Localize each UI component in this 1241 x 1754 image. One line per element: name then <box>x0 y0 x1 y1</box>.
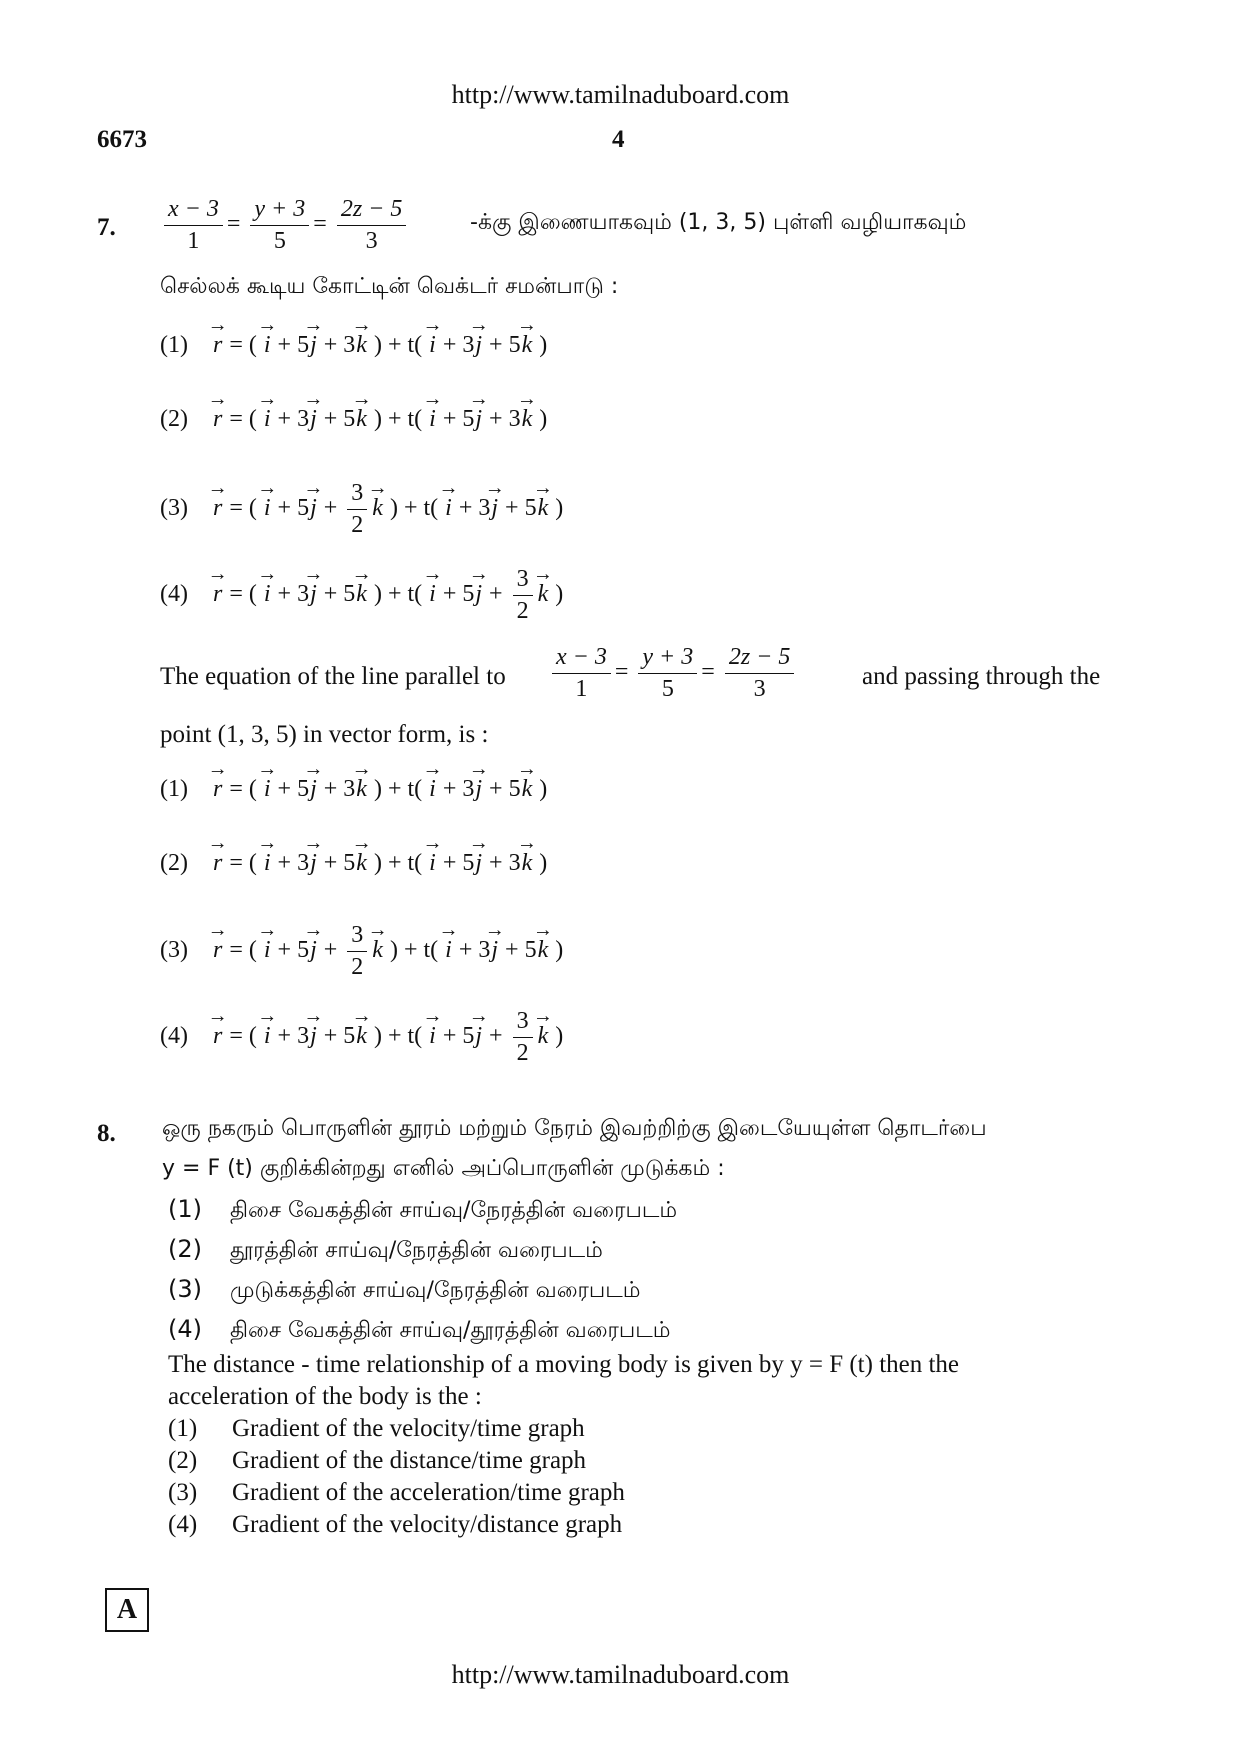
paper-code: 6673 <box>97 126 147 153</box>
q7-english-line-2: point (1, 3, 5) in vector form, is : <box>160 721 489 748</box>
q7-tamil-line-1: -க்கு இணையாகவும் (1, 3, 5) புள்ளி வழியாகவும் <box>470 210 967 235</box>
q8-tamil-line-1: ஒரு நகரும் பொருளின் தூரம் மற்றும் நேரம் இவற்றிற்கு இடையேயுள்ள தொடர்பை <box>162 1116 987 1141</box>
q8-tamil-option-1: (1) திசை வேகத்தின் சாய்வு/நேரத்தின் வரைபடம் <box>168 1195 678 1223</box>
q8-english-option-2: (2) Gradient of the distance/time graph <box>168 1447 587 1474</box>
q7-tamil-equation: $\frac{x - 3}{1}$ = $\frac{y + 3}{5}$ = $\frac{2z - 5}{3}$ <box>160 196 410 255</box>
q8-tamil-option-2: (2) தூரத்தின் சாய்வு/நேரத்தின் வரைபடம் <box>168 1235 603 1263</box>
q7-english-option-3: (3) → r = ( → i + 5→ j + $\frac{3}{2}$ → k ) + t( → i + 3→ j + 5→ k ) <box>160 922 563 981</box>
q8-english-option-3: (3) Gradient of the acceleration/time graph <box>168 1479 625 1506</box>
q7-tamil-line-2: செல்லக் கூடிய கோட்டின் வெக்டர் சமன்பாடு : <box>160 274 619 299</box>
q8-english-line-1: The distance - time relationship of a moving body is given by y = F (t) then the <box>168 1351 960 1378</box>
q7-english-option-1: (1) → r = ( → i + 5→ j + 3→ k ) + t( → i + 3→ j + 5→ k ) <box>160 776 547 803</box>
q8-number: 8. <box>97 1120 116 1147</box>
q8-english-line-2: acceleration of the body is the : <box>168 1383 482 1410</box>
q7-frac-1: $\frac{x - 3}{1}$ <box>164 196 223 255</box>
q7-english-option-4: (4) → r = ( → i + 3→ j + 5→ k ) + t( → i + 5→ j + $\frac{3}{2}$ → k ) <box>160 1008 563 1067</box>
q7-tamil-option-2: (2) → r = ( → i + 3→ j + 5→ k ) + t( → i + 5→ j + 3→ k ) <box>160 406 547 433</box>
page-number: 4 <box>612 126 625 153</box>
q7-english-option-2: (2) → r = ( → i + 3→ j + 5→ k ) + t( → i + 5→ j + 3→ k ) <box>160 850 547 877</box>
q8-tamil-option-4: (4) திசை வேகத்தின் சாய்வு/தூரத்தின் வரைபடம் <box>168 1315 671 1343</box>
q7-number: 7. <box>97 214 116 241</box>
q8-tamil-option-3: (3) முடுக்கத்தின் சாய்வு/நேரத்தின் வரைபடம் <box>168 1275 641 1303</box>
q7-english-prefix: The equation of the line parallel to <box>160 663 506 690</box>
q7-tamil-option-4: (4) → r = ( → i + 3→ j + 5→ k ) + t( → i + 5→ j + $\frac{3}{2}$ → k ) <box>160 566 563 625</box>
q7-english-equation: $\frac{x - 3}{1}$ = $\frac{y + 3}{5}$ = $\frac{2z - 5}{3}$ <box>548 644 798 703</box>
q7-english-suffix: and passing through the <box>862 663 1101 690</box>
q7-tamil-option-1: (1) → r = ( → i + 5→ j + 3→ k ) + t( → i + 3→ j + 5→ k ) <box>160 332 547 359</box>
version-box: A <box>105 1588 149 1632</box>
q7-frac-2: $\frac{y + 3}{5}$ <box>250 196 309 255</box>
q8-tamil-line-2: y = F (t) குறிக்கின்றது எனில் அப்பொருளின் முடுக்கம் : <box>162 1156 725 1181</box>
q7-frac-3: $\frac{2z - 5}{3}$ <box>337 196 407 255</box>
q7-tamil-option-3: (3) → r = ( → i + 5→ j + $\frac{3}{2}$ → k ) + t( → i + 3→ j + 5→ k ) <box>160 480 563 539</box>
q8-english-option-4: (4) Gradient of the velocity/distance graph <box>168 1511 623 1538</box>
q8-english-option-1: (1) Gradient of the velocity/time graph <box>168 1415 585 1442</box>
header-url: http://www.tamilnaduboard.com <box>451 80 790 109</box>
footer-url: http://www.tamilnaduboard.com <box>451 1660 790 1689</box>
